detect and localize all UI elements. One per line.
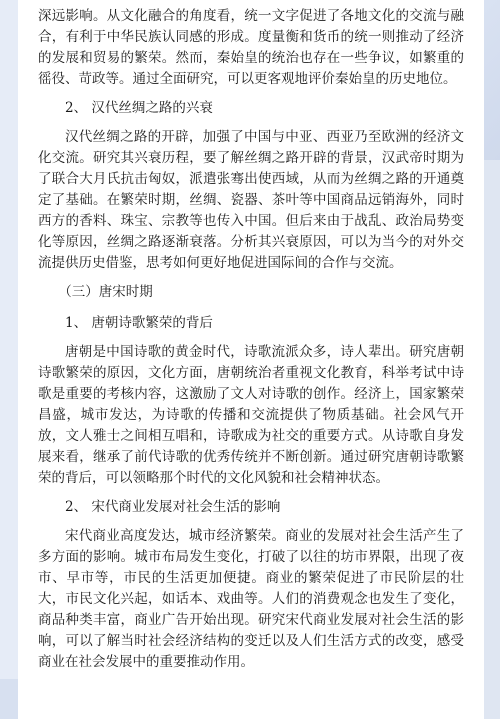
paragraph-silk-road: 汉代丝绸之路的开辟，加强了中国与中亚、西亚乃至欧洲的经济文化交流。研究其兴衰历程，要了解丝绸之路开辟的背景，汉武帝时期为了联合大月氏抗击匈奴，派遣张骞出使西域，从而为丝绸之路的开通奠定了基础。在繁荣时期，丝绸、瓷器、茶叶等中国商品远销海外，同时西方的香料、珠宝、宗教等也传入中国。但后来由于战乱、政治局势变化等原因，丝绸之路逐渐衰落。分析其兴衰原因，可以为当今的对外交流提供历史借鉴，思考如何更好地促进国际间的合作与交流。 (38, 129, 464, 271)
paragraph-tang-poetry: 唐朝是中国诗歌的黄金时代，诗歌流派众多，诗人辈出。研究唐朝诗歌繁荣的原因，文化方面，唐朝统治者重视文化教育，科举考试中诗歌是重要的考核内容，这激励了文人对诗歌的创作。经济上，国家繁荣昌盛，城市发达，为诗歌的传播和交流提供了物质基础。社会风气开放，文人雅士之间相互唱和，诗歌成为社交的重要方式。从诗歌自身发展来看，继承了前代诗歌的优秀传统并不断创新。通过研究唐朝诗歌繁荣的背后，可以领略那个时代的文化风貌和社会精神状态。 (38, 344, 464, 486)
section-heading-tang-song: （三）唐宋时期 (58, 284, 153, 300)
subheading-song-commerce: 2、 宋代商业发展对社会生活的影响 (65, 499, 281, 515)
subheading-tang-poetry: 1、 唐朝诗歌繁荣的背后 (65, 315, 213, 331)
paragraph-song-commerce: 宋代商业高度发达，城市经济繁荣。商业的发展对社会生活产生了多方面的影响。城市布局发生变化，打破了以往的坊市界限，出现了夜市、早市等，市民的生活更加便捷。商业的繁荣促进了市民阶层的壮大，市民文化兴起，如话本、戏曲等。人们的消费观念也发生了变化，商品种类丰富，商业广告开始出现。研究宋代商业发展对社会生活的影响，可以了解当时社会经济结构的变迁以及人们生活方式的改变，感受商业在社会发展中的重要推动作用。 (38, 528, 464, 670)
paragraph-continued: 深远影响。从文化融合的角度看，统一文字促进了各地文化的交流与融合，有利于中华民族认同感的形成。度量衡和货币的统一则推动了经济的发展和贸易的繁荣。然而，秦始皇的统治也存在一些争议，如繁重的徭役、苛政等。通过全面研究，可以更客观地评价秦始皇的历史地位。 (38, 8, 464, 87)
document-body (38, 6, 464, 681)
subheading-silk-road: 2、 汉代丝绸之路的兴衰 (65, 100, 213, 116)
